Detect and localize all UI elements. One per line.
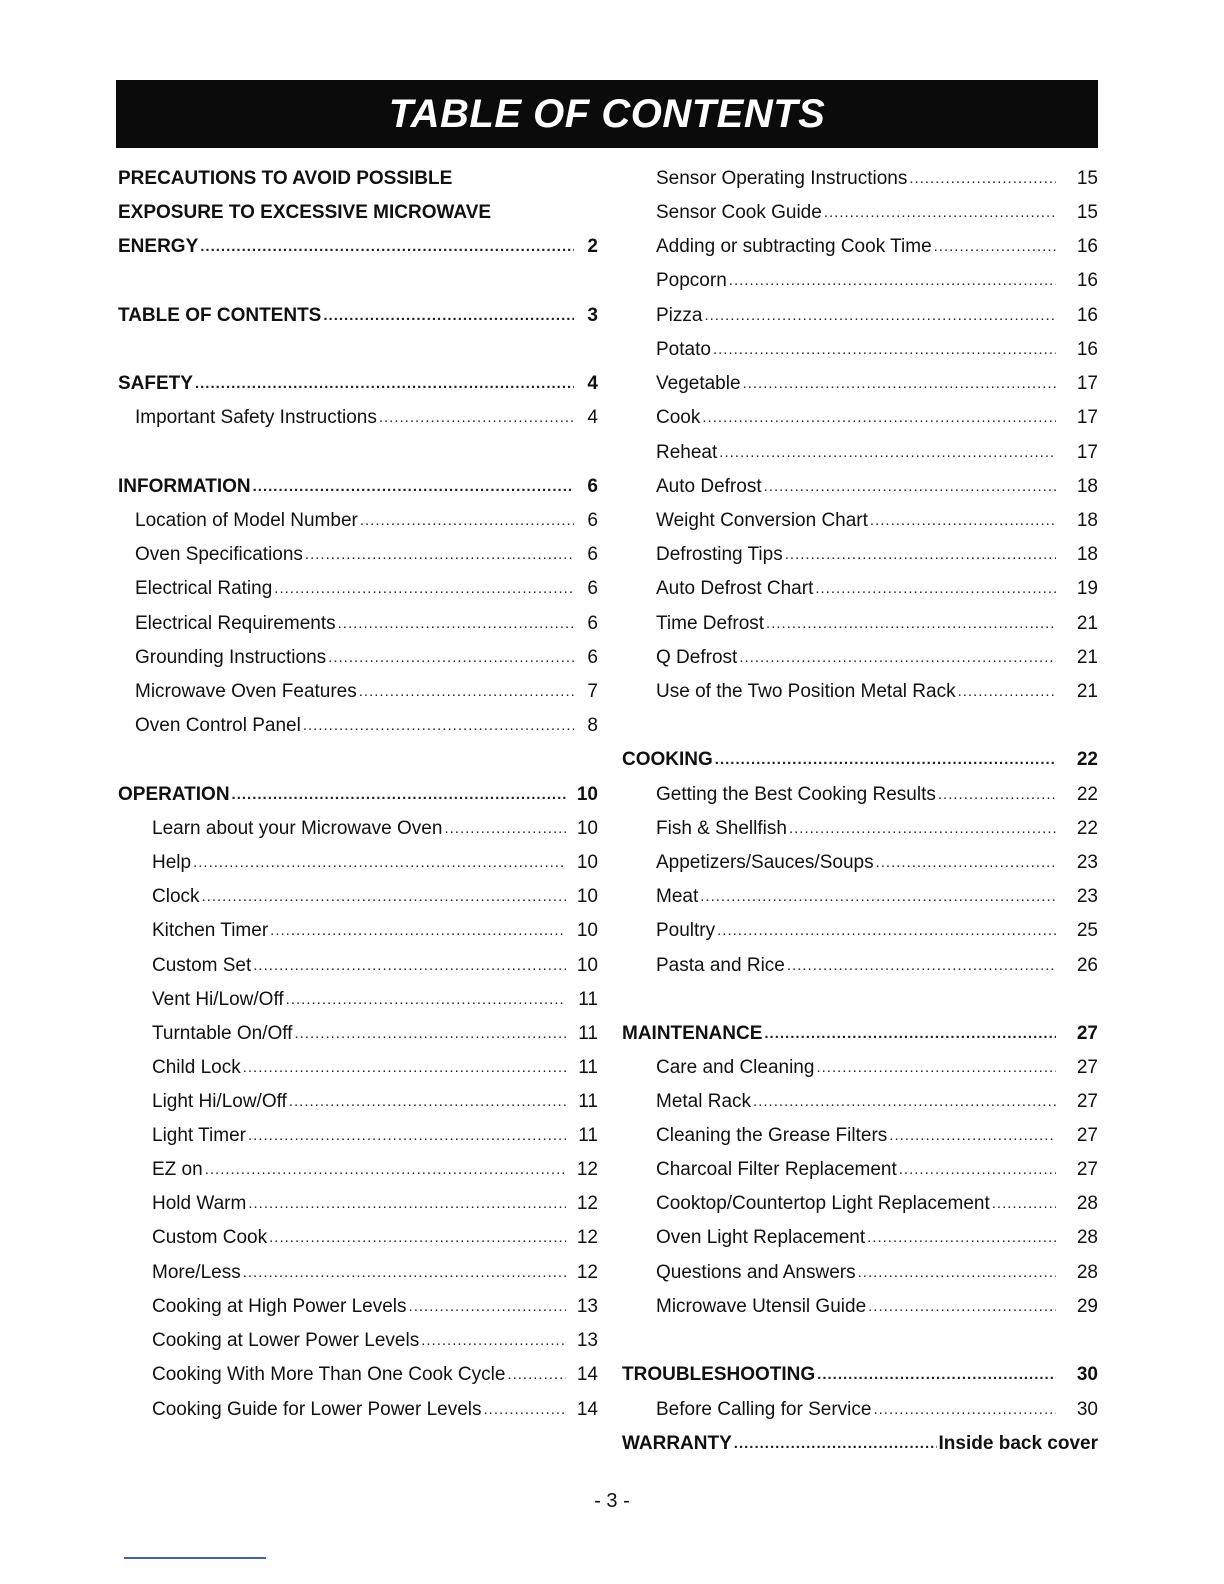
leader-dots: [870, 504, 1056, 538]
toc-entry[interactable]: Clock ..... 10: [152, 880, 598, 914]
leader-dots: [248, 1187, 566, 1221]
leader-dots: [232, 778, 566, 812]
leader-dots: [704, 299, 1056, 333]
leader-dots: [815, 572, 1056, 606]
leader-dots: [715, 743, 1056, 777]
toc-entry[interactable]: Light Hi/Low/Off ..... 11: [152, 1085, 598, 1119]
toc-entry[interactable]: Cook ..... 17: [656, 401, 1098, 435]
toc-entry[interactable]: Cooktop/Countertop Light Replacement ..... 28: [656, 1187, 1098, 1221]
toc-entry[interactable]: Questions and Answers ..... 28: [656, 1256, 1098, 1290]
toc-entry[interactable]: Electrical Requirements ..... 6: [135, 607, 598, 641]
toc-entry[interactable]: Pizza ..... 16: [656, 299, 1098, 333]
leader-dots: [700, 880, 1056, 914]
leader-dots: [817, 1358, 1056, 1392]
leader-dots: [409, 1290, 566, 1324]
blue-underline-mark: [124, 1557, 266, 1559]
toc-entry[interactable]: More/Less ..... 12: [152, 1256, 598, 1290]
leader-dots: [753, 1085, 1056, 1119]
leader-dots: [193, 846, 566, 880]
leader-dots: [305, 538, 574, 572]
leader-dots: [359, 675, 574, 709]
toc-entry[interactable]: Electrical Rating ..... 6: [135, 572, 598, 606]
toc-entry[interactable]: Location of Model Number ..... 6: [135, 504, 598, 538]
toc-entry[interactable]: Kitchen Timer ..... 10: [152, 914, 598, 948]
leader-dots: [323, 299, 574, 333]
leader-dots: [274, 572, 574, 606]
title-banner: [116, 80, 1098, 148]
leader-dots: [328, 641, 574, 675]
leader-dots: [484, 1393, 566, 1427]
leader-dots: [270, 914, 566, 948]
leader-dots: [379, 401, 574, 435]
leader-dots: [934, 230, 1056, 264]
toc-entry[interactable]: Microwave Utensil Guide ..... 29: [656, 1290, 1098, 1324]
toc-entry[interactable]: Getting the Best Cooking Results ..... 22: [656, 778, 1098, 812]
leader-dots: [421, 1324, 566, 1358]
toc-entry[interactable]: Cooking at Lower Power Levels ..... 13: [152, 1324, 598, 1358]
toc-entry[interactable]: Vent Hi/Low/Off ..... 11: [152, 983, 598, 1017]
leader-dots: [824, 196, 1056, 230]
toc-entry[interactable]: Sensor Operating Instructions ..... 15: [656, 162, 1098, 196]
leader-dots: [958, 675, 1056, 709]
leader-dots: [338, 607, 574, 641]
leader-dots: [743, 367, 1056, 401]
leader-dots: [876, 846, 1056, 880]
page-title: TABLE OF CONTENTS: [388, 91, 826, 136]
toc-entry[interactable]: Cooking at High Power Levels ..... 13: [152, 1290, 598, 1324]
toc-entry[interactable]: Grounding Instructions ..... 6: [135, 641, 598, 675]
leader-dots: [785, 538, 1056, 572]
toc-entry[interactable]: Oven Light Replacement ..... 28: [656, 1221, 1098, 1255]
leader-dots: [286, 983, 566, 1017]
leader-dots: [294, 1017, 566, 1051]
toc-entry[interactable]: Cleaning the Grease Filters ..... 27: [656, 1119, 1098, 1153]
page-number: - 3 -: [594, 1490, 630, 1512]
toc-entry-maintenance[interactable]: MAINTENANCE ..... 27: [622, 1017, 1098, 1051]
toc-entry[interactable]: Potato ..... 16: [656, 333, 1098, 367]
toc-entry[interactable]: Meat ..... 23: [656, 880, 1098, 914]
toc-entry-safety[interactable]: SAFETY ..... 4: [118, 367, 598, 401]
leader-dots: [200, 230, 574, 264]
leader-dots: [202, 880, 566, 914]
toc-entry[interactable]: Fish & Shellfish ..... 22: [656, 812, 1098, 846]
toc-entry-troubleshooting[interactable]: TROUBLESHOOTING ..... 30: [622, 1358, 1098, 1392]
toc-entry[interactable]: Custom Set ..... 10: [152, 949, 598, 983]
leader-dots: [739, 641, 1056, 675]
leader-dots: [243, 1051, 566, 1085]
leader-dots: [205, 1153, 566, 1187]
leader-dots: [713, 333, 1056, 367]
toc-entry[interactable]: Before Calling for Service ..... 30: [656, 1393, 1098, 1427]
toc-entry-energy[interactable]: ENERGY ..... 2: [118, 230, 598, 264]
leader-dots: [248, 1119, 566, 1153]
leader-dots: [899, 1153, 1056, 1187]
toc-entry[interactable]: Turntable On/Off ..... 11: [152, 1017, 598, 1051]
toc-entry-table-of-contents[interactable]: TABLE OF CONTENTS ..... 3: [118, 299, 598, 333]
toc-entry-information[interactable]: INFORMATION ..... 6: [118, 470, 598, 504]
leader-dots: [873, 1393, 1056, 1427]
toc-entry[interactable]: Reheat ..... 17: [656, 436, 1098, 470]
toc-entry[interactable]: Adding or subtracting Cook Time ..... 16: [656, 230, 1098, 264]
leader-dots: [702, 401, 1056, 435]
toc-entry[interactable]: Oven Control Panel ..... 8: [135, 709, 598, 743]
toc-entry[interactable]: Microwave Oven Features ..... 7: [135, 675, 598, 709]
toc-entry[interactable]: Auto Defrost ..... 18: [656, 470, 1098, 504]
toc-entry[interactable]: Important Safety Instructions ..... 4: [135, 401, 598, 435]
leader-dots: [719, 436, 1056, 470]
toc-entry[interactable]: Help ..... 10: [152, 846, 598, 880]
toc-entry[interactable]: Sensor Cook Guide ..... 15: [656, 196, 1098, 230]
leader-dots: [253, 949, 566, 983]
toc-entry[interactable]: Charcoal Filter Replacement ..... 27: [656, 1153, 1098, 1187]
leader-dots: [867, 1221, 1056, 1255]
toc-heading-precautions-line2: EXPOSURE TO EXCESSIVE MICROWAVE: [118, 202, 492, 223]
toc-entry[interactable]: Weight Conversion Chart ..... 18: [656, 504, 1098, 538]
toc-entry[interactable]: Popcorn ..... 16: [656, 264, 1098, 298]
toc-entry[interactable]: Appetizers/Sauces/Soups ..... 23: [656, 846, 1098, 880]
toc-heading-precautions-line1: PRECAUTIONS TO AVOID POSSIBLE: [118, 168, 453, 189]
toc-entry[interactable]: Cooking With More Than One Cook Cycle ..... 14: [152, 1358, 598, 1392]
leader-dots: [195, 367, 574, 401]
toc-entry[interactable]: Child Lock ..... 11: [152, 1051, 598, 1085]
leader-dots: [938, 778, 1056, 812]
toc-entry[interactable]: Hold Warm ..... 12: [152, 1187, 598, 1221]
leader-dots: [444, 812, 566, 846]
leader-dots: [889, 1119, 1056, 1153]
leader-dots: [992, 1187, 1056, 1221]
toc-entry[interactable]: Cooking Guide for Lower Power Levels ..... 14: [152, 1393, 598, 1427]
leader-dots: [764, 470, 1056, 504]
toc-entry[interactable]: Care and Cleaning ..... 27: [656, 1051, 1098, 1085]
leader-dots: [816, 1051, 1056, 1085]
toc-entry[interactable]: Metal Rack ..... 27: [656, 1085, 1098, 1119]
leader-dots: [909, 162, 1056, 196]
toc-entry[interactable]: Auto Defrost Chart ..... 19: [656, 572, 1098, 606]
leader-dots: [729, 264, 1056, 298]
leader-dots: [360, 504, 574, 538]
leader-dots: [868, 1290, 1056, 1324]
leader-dots: [789, 812, 1056, 846]
toc-entry-warranty[interactable]: WARRANTY ..... Inside back cover: [622, 1427, 1098, 1461]
leader-dots: [289, 1085, 566, 1119]
toc-entry[interactable]: Poultry ..... 25: [656, 914, 1098, 948]
leader-dots: [269, 1221, 566, 1255]
leader-dots: [507, 1358, 566, 1392]
toc-entry[interactable]: Light Timer ..... 11: [152, 1119, 598, 1153]
toc-entry[interactable]: Use of the Two Position Metal Rack ..... 21: [656, 675, 1098, 709]
leader-dots: [253, 470, 574, 504]
toc-entry-operation[interactable]: OPERATION ..... 10: [118, 778, 598, 812]
toc-entry[interactable]: Time Defrost ..... 21: [656, 607, 1098, 641]
leader-dots: [764, 1017, 1056, 1051]
toc-entry[interactable]: Defrosting Tips ..... 18: [656, 538, 1098, 572]
leader-dots: [303, 709, 574, 743]
toc-entry[interactable]: Custom Cook ..... 12: [152, 1221, 598, 1255]
toc-entry[interactable]: Learn about your Microwave Oven ..... 10: [152, 812, 598, 846]
toc-entry[interactable]: EZ on ..... 12: [152, 1153, 598, 1187]
leader-dots: [858, 1256, 1056, 1290]
leader-dots: [787, 949, 1056, 983]
leader-dots: [766, 607, 1056, 641]
toc-entry[interactable]: Pasta and Rice ..... 26: [656, 949, 1098, 983]
leader-dots: [717, 914, 1056, 948]
toc-entry[interactable]: Q Defrost ..... 21: [656, 641, 1098, 675]
toc-entry[interactable]: Vegetable ..... 17: [656, 367, 1098, 401]
toc-entry[interactable]: Oven Specifications ..... 6: [135, 538, 598, 572]
toc-entry-cooking[interactable]: COOKING ..... 22: [622, 743, 1098, 777]
leader-dots: [734, 1427, 937, 1461]
leader-dots: [243, 1256, 566, 1290]
